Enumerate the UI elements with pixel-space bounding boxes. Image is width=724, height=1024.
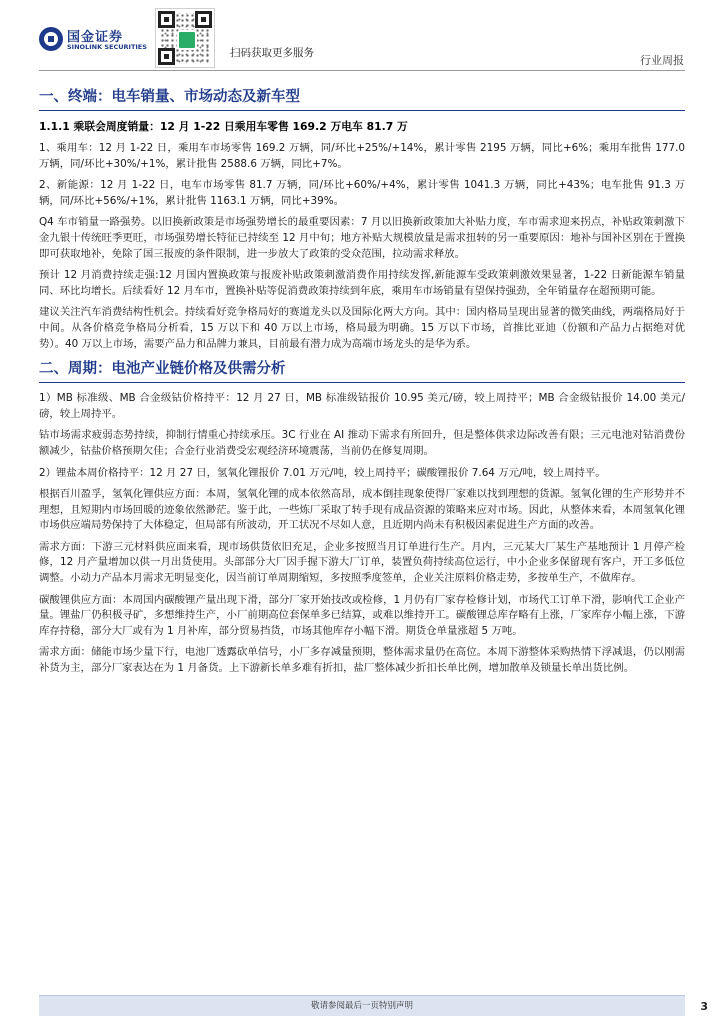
page-header — [0, 0, 724, 70]
page-number: 3 — [700, 1000, 708, 1013]
sinolink-logo-mark-icon — [39, 27, 63, 51]
paragraph-cobalt-price: 1）MB 标准级、MB 合金级钴价格持平：12 月 27 日，MB 标准级钴报价 10.95 美元/磅，较上周持平；MB 合金级钴报价 14.00 美元/磅，较上周持平。 — [39, 392, 685, 420]
subsection-title-weekly-sales: 1.1.1 乘联会周度销量：12 月 1-22 日乘用车零售 169.2 万电车 81.7 万 — [39, 120, 408, 133]
logo-chinese-name: 国金证券 — [67, 30, 124, 45]
qr-code-icon[interactable] — [155, 8, 215, 68]
paragraph-december-outlook: 预计 12 月消费持续走强:12 月国内置换政策与报废补贴政策刺激消费作用持续发挥,新能源车受政策刺激效果显著，1-22 日新能源车销量同、环比均增长。后续看好 12 月车市，置换补贴等促消费政策持续到年底，乘用车市场销量有望保持强劲，全年销量存在超预期可能。 — [39, 269, 685, 297]
paragraph-investment-advice: 建议关注汽车消费结构性机会。持续看好竞争格局好的赛道龙头以及国际化两大方向。其中：国内格局呈现出显著的微笑曲线，两端格局好于中间。从各价格竞争格局分析看，15 万以下和 40 万以上市场，格局最为明确。15 万以下市场，首推比亚迪（份额和产品力占据绝对优势）。40 万以上市场，需要产品力和品牌力兼具，目前最有潜力成为高端市场龙头的是华为系。 — [39, 306, 685, 350]
header-divider — [39, 70, 685, 71]
section-title-cycle: 二、周期：电池产业链价格及供需分析 — [39, 358, 685, 383]
report-type-label: 行业周报 — [640, 54, 684, 67]
paragraph-li2co3-supply: 碳酸锂供应方面：本周国内碳酸锂产量出现下滑，部分厂家开始技改或检修，1 月仍有厂家存检修计划，市场代工订单下滑，影响代工企业产量。锂盐厂仍积极寻矿，多想维持生产，小厂前期高位套保单多已结算，或难以维持开工。碳酸锂总库存略有上涨，厂家库存小幅上涨，下游库存持稳，部分大厂或有为 1 月补库，部分贸易挡货，市场其他库存小幅下滑。期货仓单量涨超 5 万吨。 — [39, 593, 685, 637]
paragraph-q4-market: Q4 车市销量一路强势。以旧换新政策是市场强势增长的最重要因素：7 月以旧换新政策加大补贴力度，车市需求迎来拐点，补贴政策刺激下金九银十传统旺季更旺，市场强势增长特征已持续至 12 月中旬；地方补贴大规模放量是需求扭转的另一重要原因：地补与国补区别在于置换即可获取地补，免除了国三报废的条件限制，进一步放大了政策的受众范围，拉动需求释放。 — [39, 216, 685, 260]
paragraph-cobalt-demand: 钴市场需求疲弱态势持续，抑制行情重心持续承压。3C 行业在 AI 推动下需求有所回升，但是整体供求边际改善有限；三元电池对钴消费份额减少，钴盐价格预期欠佳；合金行业消费受宏观经济环境震荡，当前仍在修复周期。 — [39, 429, 685, 457]
paragraph-passenger-cars: 1、乘用车：12 月 1-22 日，乘用车市场零售 169.2 万辆，同/环比+25%/+14%，累计零售 2195 万辆，同比+6%；乘用车批售 177.0 万辆，同/环比+30%/+1%，累计批售 2588.6 万辆，同比+7%。 — [39, 142, 685, 170]
paragraph-li2co3-demand: 需求方面：储能市场少量下行，电池厂透露砍单信号，小厂多存减量预期，整体需求量仍在高位。本周下游整体采购热情下浮减退，仍以刚需补货为主，部分厂家表达在为 1 月备货。上下游新长单多难有折扣，盐厂整体减少折扣长单比例，增加散单及锁量长单出货比例。 — [39, 646, 685, 675]
sinolink-logo — [39, 25, 149, 55]
paragraph-lithium-price: 2）锂盐本周价格持平：12 月 27 日，氢氧化锂报价 7.01 万元/吨，较上周持平；碳酸锂报价 7.64 万元/吨，较上周持平。 — [39, 466, 606, 479]
section-title-terminal: 一、终端：电车销量、市场动态及新车型 — [39, 86, 685, 111]
paragraph-new-energy: 2、新能源：12 月 1-22 日，电车市场零售 81.7 万辆，同/环比+60%/+4%，累计零售 1041.3 万辆，同比+43%；电车批售 91.3 万辆，同/环比+56%/+1%，累计批售 1163.1 万辆，同比+39%。 — [39, 179, 685, 207]
report-body — [39, 86, 685, 683]
footer-disclaimer: 敬请参阅最后一页特别声明 — [310, 1001, 413, 1011]
logo-english-name: SINOLINK SECURITIES — [67, 43, 147, 51]
paragraph-lioh-supply: 根据百川盈孚，氢氧化锂供应方面：本周，氢氧化锂的成本依然高昂，成本倒挂现象使得厂家难以找到理想的货源。氢氧化锂的生产形势并不理想，且短期内市场回暖的迹象依然渺茫。鉴于此，一些炼厂采取了转手现有成品资源的策略来应对市场。因此，从整体来看，本周氢氧化锂市场供应端局势保持了大体稳定，但局部有所波动，开工状况不尽如人意，且近期内尚未有积极因素促进生产方面的改善。 — [39, 488, 685, 532]
qr-caption: 扫码获取更多服务 — [230, 47, 314, 59]
paragraph-lioh-demand: 需求方面：下游三元材料供应面来看，现市场供货依旧充足，企业多按照当月订单进行生产。月内，三元某大厂某生产基地预计 1 月停产检修，12 月产量增加以供一月出货使用。头部部分大厂因手握下游大厂订单，装置负荷持续高位运行，中小企业多保留现有客户，开工多低位调整。小动力产品本月需求无明显变化，因当前订单周期缩短，多按照季度签单，企业关注原料价格走势，多按单生产，不做库存。 — [39, 540, 685, 585]
footer-disclaimer-band — [39, 995, 685, 1016]
wechat-icon — [177, 30, 197, 50]
